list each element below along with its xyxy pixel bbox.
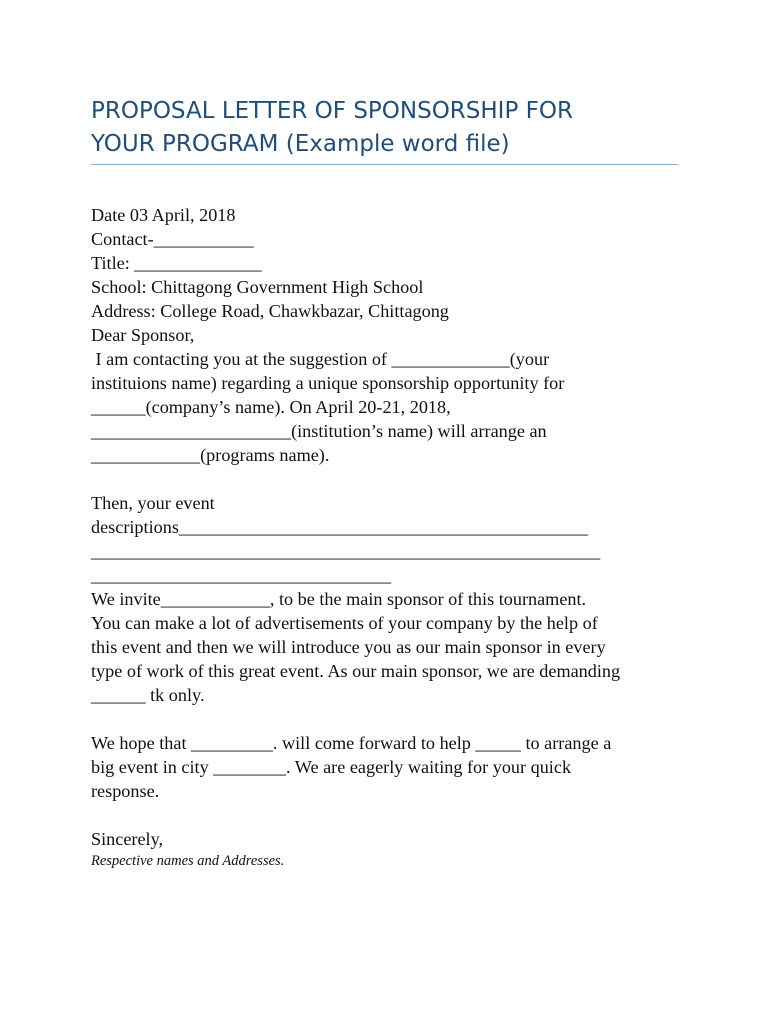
title-field: Title: ______________ [91, 253, 262, 273]
paragraph-line: big event in city ________. We are eagerly waiting for your quick [91, 757, 572, 777]
closing: Sincerely, [91, 829, 164, 849]
title-line-2: YOUR PROGRAM (Example word file) [91, 131, 510, 157]
letter-body [91, 203, 691, 871]
school-line: School: Chittagong Government High School [91, 277, 424, 297]
title-line-1: PROPOSAL LETTER OF SPONSORSHIP FOR [91, 98, 573, 124]
paragraph-line: ____________(programs name). [91, 445, 330, 465]
paragraph-hope [91, 731, 691, 803]
document-title [91, 95, 691, 161]
contact-field: Contact-___________ [91, 229, 254, 249]
paragraph-line: ________________________________________________________ [91, 541, 601, 561]
paragraph-line: You can make a lot of advertisements of your company by the help of [91, 613, 598, 633]
salutation: Dear Sponsor, [91, 325, 195, 345]
paragraph-event [91, 491, 691, 707]
letter-date: Date 03 April, 2018 [91, 205, 236, 225]
paragraph-line: We hope that _________. will come forward to help _____ to arrange a [91, 733, 612, 753]
paragraph-line: instituions name) regarding a unique sponsorship opportunity for [91, 373, 565, 393]
paragraph-line: _________________________________ [91, 565, 392, 585]
paragraph-line: descriptions_____________________________________________ [91, 517, 589, 537]
paragraph-line: response. [91, 781, 160, 801]
paragraph-line: We invite____________, to be the main sponsor of this tournament. [91, 589, 587, 609]
paragraph-line: this event and then we will introduce you as our main sponsor in every [91, 637, 606, 657]
paragraph-line: ______________________(institution’s name) will arrange an [91, 421, 547, 441]
paragraph-line: ______ tk only. [91, 685, 205, 705]
paragraph-line: type of work of this great event. As our main sponsor, we are demanding [91, 661, 621, 681]
signature-line: Respective names and Addresses. [91, 853, 285, 869]
paragraph-intro [91, 347, 691, 467]
paragraph-spacer [91, 467, 691, 491]
paragraph-spacer [91, 803, 691, 827]
paragraph-line: Then, your event [91, 493, 215, 513]
paragraph-spacer [91, 707, 691, 731]
address-line: Address: College Road, Chawkbazar, Chittagong [91, 301, 449, 321]
title-underline [91, 164, 678, 165]
paragraph-line: ______(company’s name). On April 20-21, 2018, [91, 397, 451, 417]
paragraph-line: I am contacting you at the suggestion of _____________(your [91, 349, 550, 369]
